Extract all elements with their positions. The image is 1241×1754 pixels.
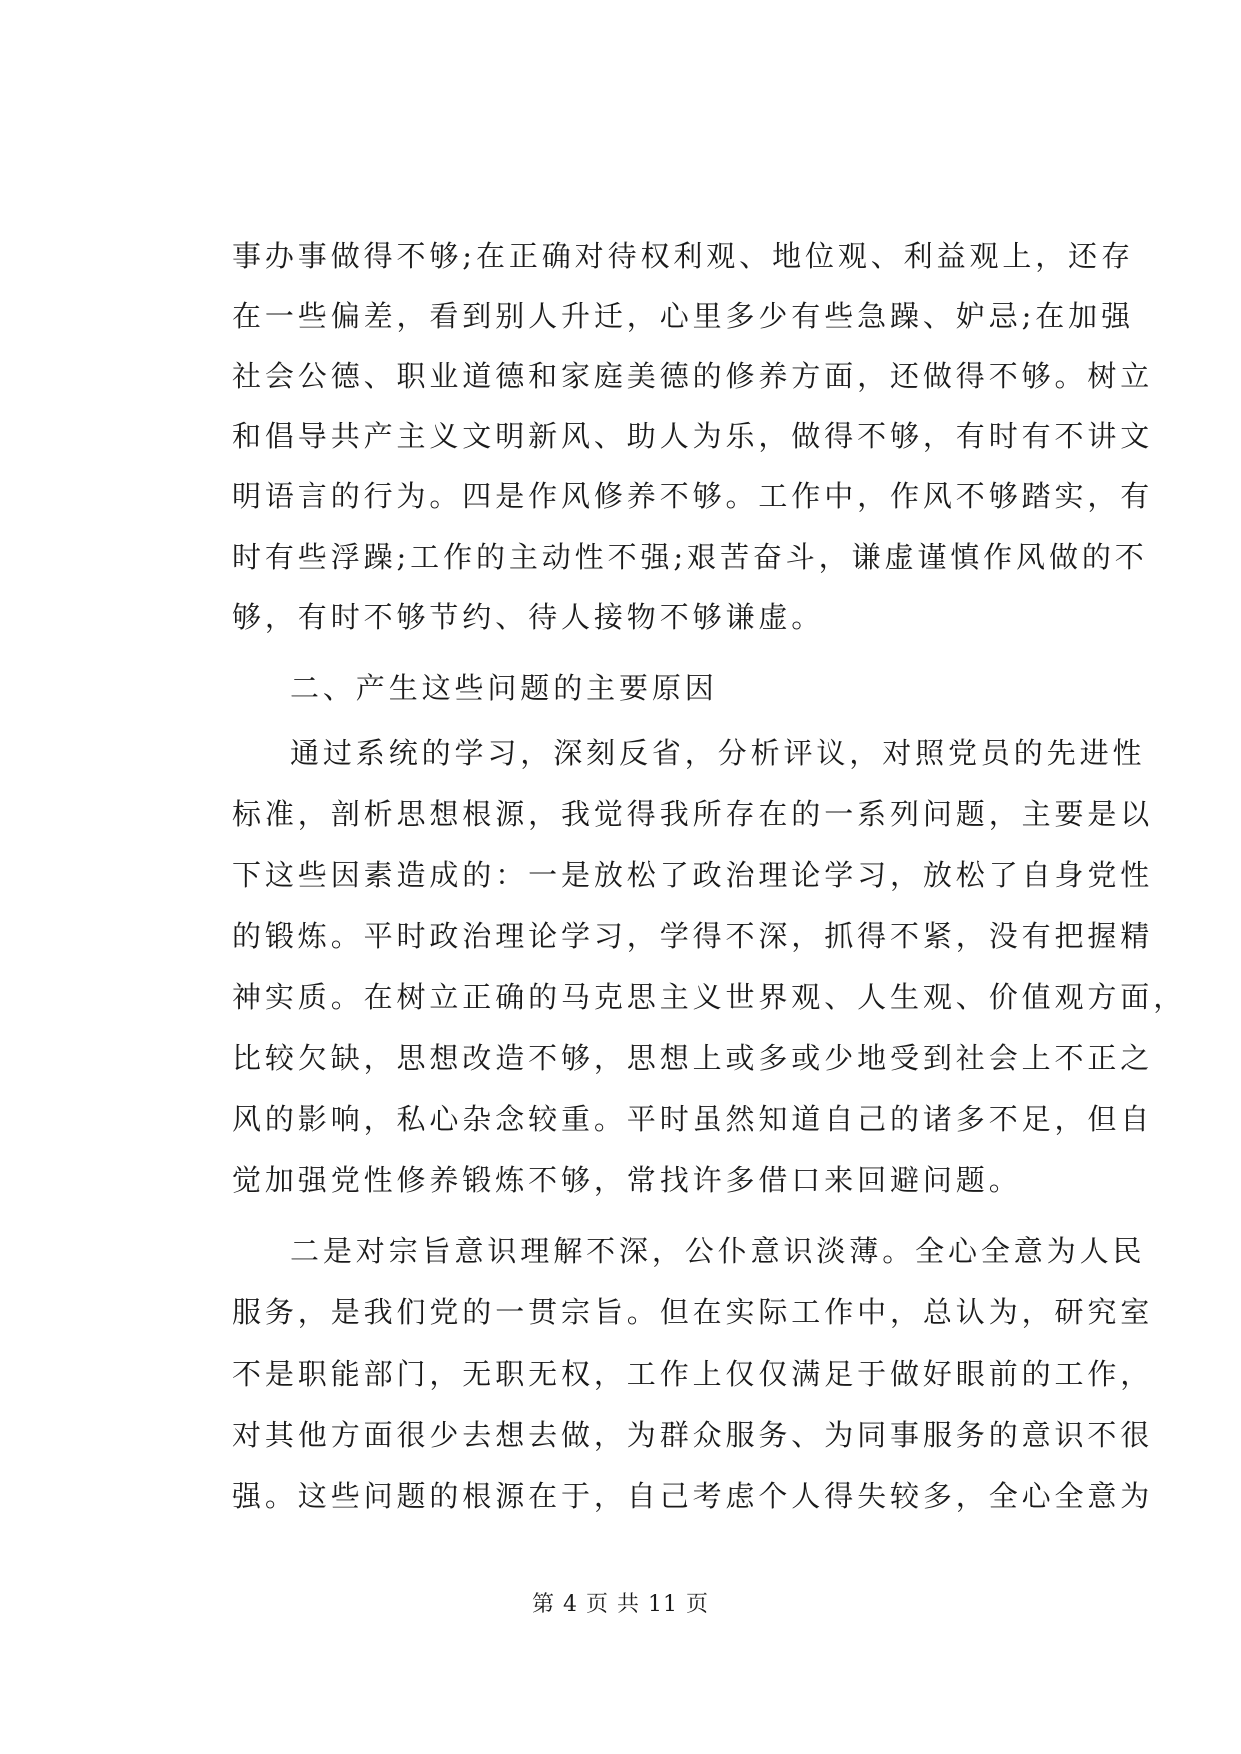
text-line-20: 对其他方面很少去想去做，为群众服务、为同事服务的意识不很 (232, 1418, 1154, 1452)
page-number-footer: 第 4 页 共 11 页 (532, 1592, 709, 1617)
text-line-6: 时有些浮躁;工作的主动性不强;艰苦奋斗，谦虚谨慎作风做的不 (232, 540, 1148, 574)
text-line-18: 服务，是我们党的一贯宗旨。但在实际工作中，总认为，研究室 (232, 1295, 1154, 1329)
text-line-11: 下这些因素造成的：一是放松了政治理论学习，放松了自身党性 (232, 858, 1154, 892)
text-line-16: 觉加强党性修养锻炼不够，常找许多借口来回避问题。 (232, 1163, 1022, 1197)
text-line-10: 标准，剖析思想根源，我觉得我所存在的一系列问题，主要是以 (232, 797, 1154, 831)
text-line-5: 明语言的行为。四是作风修养不够。工作中，作风不够踏实，有 (232, 479, 1154, 513)
text-line-7: 够，有时不够节约、待人接物不够谦虚。 (232, 600, 825, 634)
text-line-4: 和倡导共产主义文明新风、助人为乐，做得不够，有时有不讲文 (232, 419, 1154, 453)
text-line-2: 在一些偏差，看到别人升迁，心里多少有些急躁、妒忌;在加强 (232, 299, 1134, 333)
text-line-21: 强。这些问题的根源在于，自己考虑个人得失较多，全心全意为 (232, 1479, 1154, 1513)
text-line-12: 的锻炼。平时政治理论学习，学得不深，抓得不紧，没有把握精 (232, 919, 1154, 953)
text-line-9: 通过系统的学习，深刻反省，分析评议，对照党员的先进性 (290, 736, 1146, 770)
text-line-3: 社会公德、职业道德和家庭美德的修养方面，还做得不够。树立 (232, 359, 1154, 393)
section-heading: 二、产生这些问题的主要原因 (290, 671, 718, 705)
text-line-19: 不是职能部门，无职无权，工作上仅仅满足于做好眼前的工作， (232, 1357, 1154, 1391)
text-line-14: 比较欠缺，思想改造不够，思想上或多或少地受到社会上不正之 (232, 1041, 1154, 1075)
text-line-1: 事办事做得不够;在正确对待权利观、地位观、利益观上，还存 (232, 239, 1134, 273)
text-line-17: 二是对宗旨意识理解不深，公仆意识淡薄。全心全意为人民 (290, 1234, 1146, 1268)
text-line-13: 神实质。在树立正确的马克思主义世界观、人生观、价值观方面， (232, 980, 1187, 1014)
text-line-15: 风的影响，私心杂念较重。平时虽然知道自己的诸多不足，但自 (232, 1102, 1154, 1136)
